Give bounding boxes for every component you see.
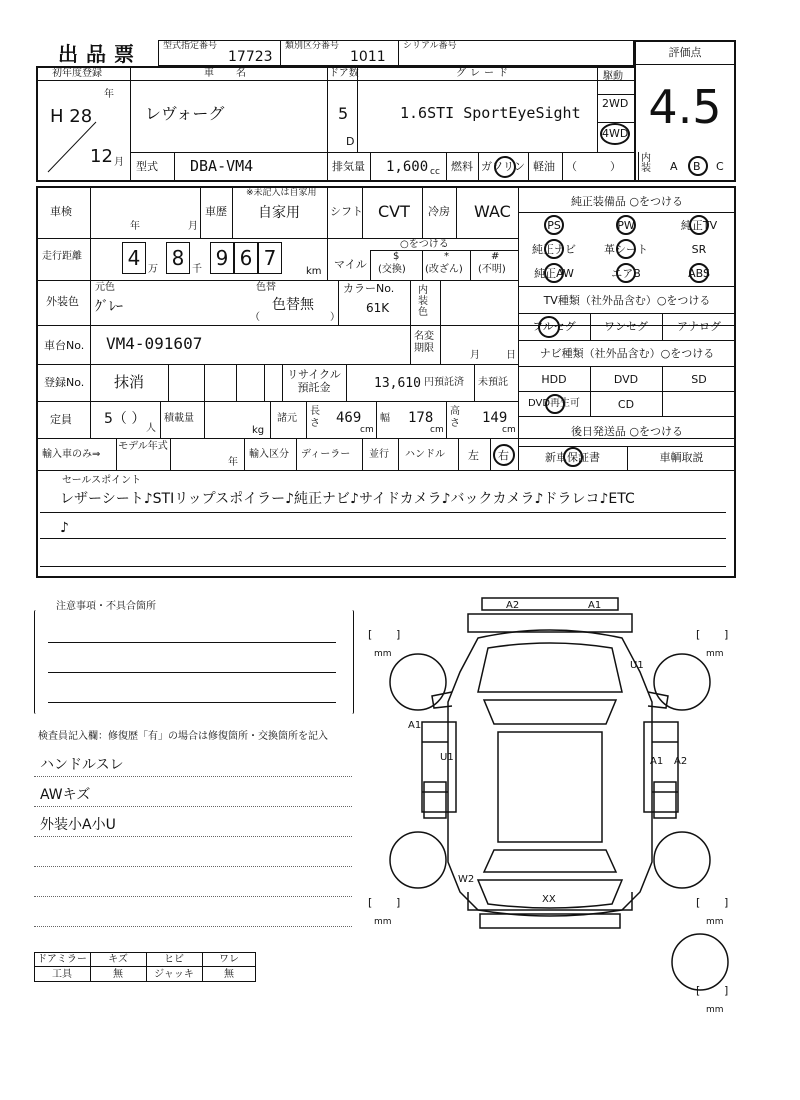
svg-text:]: ]	[396, 628, 401, 641]
drive-label: 駆動	[603, 71, 623, 82]
exterior-label: 外装色	[46, 295, 79, 308]
shift-label: シフト	[330, 205, 363, 218]
equipment-item-circle	[689, 215, 709, 235]
equipment-item: PW	[617, 219, 635, 232]
width-value: 178	[408, 410, 434, 426]
first-reg-era: H 28	[50, 106, 93, 127]
ac-value: WAC	[474, 202, 511, 221]
color-no: 61K	[366, 301, 390, 315]
tv-fullseg: フルセグ	[532, 320, 576, 333]
svg-text:A2: A2	[674, 756, 688, 767]
fuel-gasoline: ガソリン	[481, 160, 525, 173]
equipment-item: 純正AW	[534, 267, 574, 280]
length-value: 469	[336, 410, 362, 426]
svg-text:mm: mm	[706, 649, 724, 659]
first-reg-label: 初年度登録	[52, 68, 102, 79]
interior-b-circle	[688, 156, 708, 176]
capacity-label: 定員	[50, 413, 72, 426]
svg-text:U1: U1	[440, 752, 454, 763]
mileage-digit-1: 4	[122, 242, 146, 274]
fuel-gasoline-circle	[494, 156, 516, 178]
car-name-label: 車 名	[204, 68, 252, 79]
equipment-item-circle	[689, 263, 709, 283]
equipment-item: SR	[691, 243, 707, 256]
svg-text:A1: A1	[588, 600, 602, 611]
mileage-digit-3: 9	[210, 242, 234, 274]
opt-unknown: (不明)	[478, 264, 506, 275]
drive-2wd: 2WD	[602, 97, 629, 110]
drive-4wd: 4WD	[602, 127, 629, 140]
fuel-other: （ ）	[566, 160, 621, 173]
car-diagram	[360, 592, 740, 1022]
later-warranty: 新車保証書	[545, 451, 600, 464]
form-title: 出品票	[58, 42, 142, 66]
height-value: 149	[482, 410, 508, 426]
first-reg-month: 12	[90, 146, 113, 167]
svg-text:A1: A1	[408, 720, 422, 731]
tv-fullseg-circle	[538, 316, 560, 338]
reg-label: 登録No.	[44, 376, 85, 389]
fuel-diesel: 軽油	[533, 160, 555, 173]
equipment-item-circle	[544, 215, 564, 235]
equipment-item: 純正ナビ	[532, 243, 576, 256]
inspection-label: 車検	[50, 205, 72, 218]
equipment-item-circle	[544, 263, 564, 283]
svg-text:A1: A1	[650, 756, 664, 767]
displacement: 1,600	[386, 159, 429, 175]
grade-label: グレード	[456, 68, 512, 79]
mileage-label: 走行距離	[42, 251, 82, 262]
svg-text:XX: XX	[542, 894, 556, 905]
equipment-item-circle	[544, 239, 564, 259]
history-value: 自家用	[258, 205, 300, 221]
class-label: 類別区分番号	[285, 41, 340, 51]
equipment-item: エアB	[611, 267, 641, 280]
equipment-item: 革シート	[604, 243, 648, 256]
sales-line-1: レザーシート♪STIリップスポイラー♪純正ナビ♪サイドカメラ♪バックカメラ♪ドラレコ♪ETC	[60, 491, 635, 507]
svg-text:[: [	[368, 628, 373, 641]
svg-text:mm: mm	[706, 1005, 724, 1015]
recycle-value: 13,610	[374, 376, 421, 391]
mile-label: マイル	[334, 258, 367, 271]
drive-4wd-circle	[600, 123, 630, 145]
type-no: 17723	[228, 49, 273, 65]
svg-text:A2: A2	[506, 600, 520, 611]
equipment-item: PS	[547, 219, 561, 232]
disp-label: 排気量	[332, 160, 365, 173]
navi-dvd-play: DVD再生可	[527, 398, 581, 409]
capacity-value: 5（ ）	[104, 411, 146, 427]
mileage-digit-4: 6	[234, 242, 258, 274]
chassis-label: 車台No.	[44, 339, 85, 352]
svg-text:mm: mm	[706, 917, 724, 927]
svg-text:U1: U1	[630, 660, 644, 671]
caution-label: 注意事項・不具合箇所	[56, 601, 156, 612]
chassis-value: VM4-091607	[106, 334, 203, 353]
mileage-digit-5: 7	[258, 242, 282, 274]
svg-text:[: [	[696, 628, 701, 641]
sales-label: セールスポイント	[62, 475, 142, 486]
opt-exchange: (交換)	[378, 264, 406, 275]
equipment-item-circle	[616, 263, 636, 283]
fuel-label: 燃料	[451, 160, 473, 173]
serial-label: シリアル番号	[403, 41, 457, 51]
inspector-label: 検査員記入欄：修復歴「有」の場合は修復箇所・交換箇所を記入	[38, 731, 328, 742]
handle-right: 右	[498, 449, 509, 462]
svg-text:]: ]	[724, 896, 729, 909]
history-label: 車歴	[205, 205, 227, 218]
svg-text:mm: mm	[374, 917, 392, 927]
recolor-value: 色替無	[272, 297, 314, 313]
svg-text:[: [	[696, 896, 701, 909]
equipment-item: ABS	[688, 267, 710, 280]
ac-label: 冷房	[428, 205, 450, 218]
equipment-item: 純正TV	[680, 219, 718, 232]
car-name: レヴォーグ	[145, 104, 225, 123]
sales-line-2: ♪	[60, 520, 69, 536]
doors-value: 5	[338, 104, 349, 123]
mileage-digit-2: 8	[166, 242, 190, 274]
reg-value: 抹消	[114, 373, 145, 391]
navi-dvd-play-circle	[545, 394, 565, 414]
equipment-title: 純正装備品 ○をつける	[570, 195, 684, 208]
score-label: 評価点	[668, 46, 702, 59]
note-line-3: 外装小A小U	[40, 817, 116, 833]
later-warranty-circle	[563, 447, 583, 467]
svg-text:mm: mm	[374, 649, 392, 659]
grade-value: 1.6STI SportEyeSight	[400, 104, 581, 122]
svg-text:]: ]	[396, 896, 401, 909]
svg-text:[: [	[368, 896, 373, 909]
opt-tamper: (改ざん)	[425, 264, 463, 275]
score-value: 4.5	[648, 80, 722, 134]
orig-color: ｸﾞﾚｰ	[95, 299, 123, 315]
svg-text:W2: W2	[458, 874, 475, 885]
model-label: 型式	[136, 160, 158, 173]
svg-text:]: ]	[724, 628, 729, 641]
handle-right-circle	[493, 444, 515, 466]
svg-text:[: [	[696, 984, 701, 997]
note-line-1: ハンドルスレ	[40, 757, 124, 773]
interior-label: 内装	[641, 153, 651, 174]
equipment-item-circle	[616, 239, 636, 259]
doors-label: ドア数	[329, 68, 359, 79]
svg-text:]: ]	[724, 984, 729, 997]
note-line-2: AWキズ	[40, 787, 91, 803]
type-label: 型式指定番号	[163, 41, 218, 51]
shift-value: CVT	[378, 202, 410, 221]
class-no: 1011	[350, 49, 386, 65]
model-value: DBA-VM4	[190, 157, 254, 175]
equipment-item-circle	[616, 215, 636, 235]
